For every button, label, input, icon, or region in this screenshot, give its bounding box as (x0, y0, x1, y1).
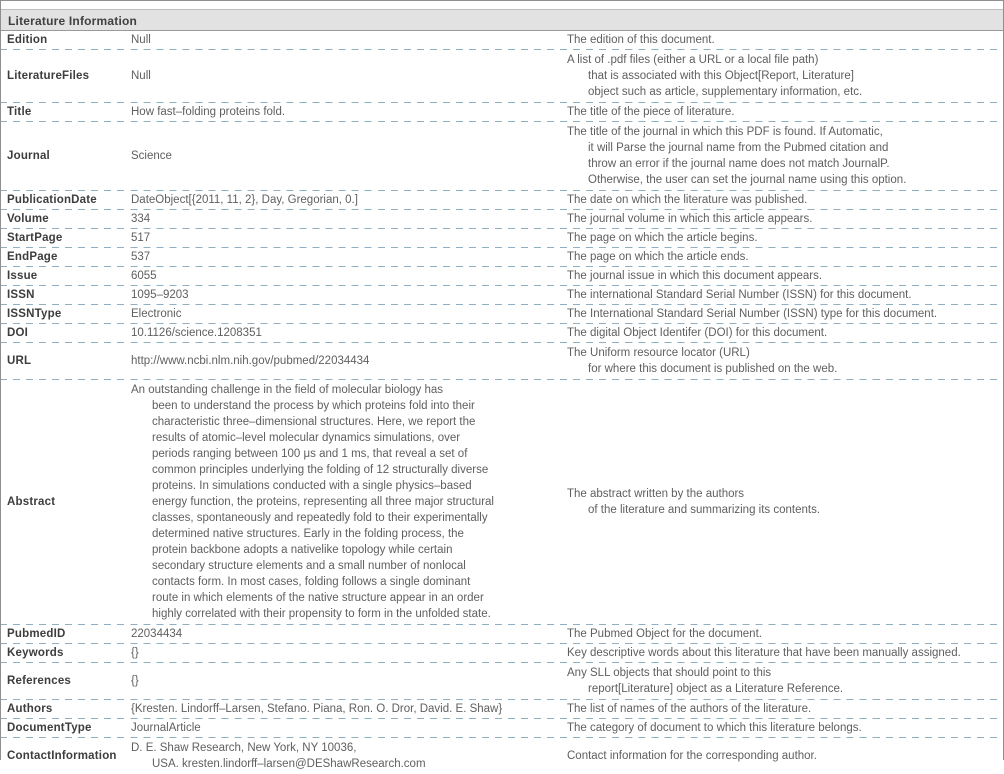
field-name-label: ISSNType (7, 308, 62, 320)
text-line: D. E. Shaw Research, New York, NY 10036, (131, 742, 357, 754)
text-line: that is associated with this Object[Report, Literature] (588, 70, 854, 82)
text-line: 1095–9203 (131, 289, 189, 301)
text-line: The journal volume in which this article appears. (567, 213, 813, 225)
table-row (1, 718, 1003, 737)
table-row (1, 228, 1003, 247)
field-name-label: EndPage (7, 251, 58, 263)
field-description (567, 249, 1003, 265)
field-value (131, 148, 567, 164)
table-row (1, 624, 1003, 643)
text-line: energy function, the proteins, representing all three major structural (152, 496, 494, 508)
table-row (1, 209, 1003, 228)
text-line: The page on which the article ends. (567, 251, 749, 263)
field-description (567, 325, 1003, 341)
text-line: 22034434 (131, 628, 183, 640)
text-line: The date on which the literature was published. (567, 194, 808, 206)
table-row (1, 304, 1003, 323)
field-name-label: Edition (7, 34, 48, 46)
text-line: Key descriptive words about this literature that have been manually assigned. (567, 647, 961, 659)
field-name-label: DocumentType (7, 722, 92, 734)
field-value (131, 249, 567, 265)
field-name-label: ISSN (7, 289, 35, 301)
table-row (1, 643, 1003, 662)
field-name-label: DOI (7, 327, 29, 339)
text-line: The abstract written by the authors (567, 488, 745, 500)
field-description (567, 32, 1003, 48)
field-description (567, 211, 1003, 227)
text-line: secondary structure elements and a small number of nonlocal (152, 560, 466, 572)
text-line: results of atomic–level molecular dynamics simulations, over (152, 432, 461, 444)
field-description (567, 345, 1003, 377)
text-line: Null (131, 34, 151, 46)
field-description (567, 104, 1003, 120)
field-description (567, 268, 1003, 284)
field-description (567, 701, 1003, 717)
literature-table (1, 31, 1003, 774)
field-value (131, 211, 567, 227)
text-line: protein backbone adopts a nativelike topology while certain (152, 544, 453, 556)
text-line: The title of the piece of literature. (567, 106, 735, 118)
text-line: {Kresten. Lindorff–Larsen, Stefano. Piana, Ron. O. Dror, David. E. Shaw} (131, 703, 503, 715)
text-line: 10.1126/science.1208351 (131, 327, 262, 339)
text-line: 6055 (131, 270, 157, 282)
table-row (1, 49, 1003, 102)
field-description (567, 306, 1003, 322)
panel-header (1, 9, 1003, 31)
field-name-label: Keywords (7, 647, 64, 659)
text-line: The journal issue in which this document appears. (567, 270, 823, 282)
field-value (131, 701, 567, 717)
text-line: 334 (131, 213, 151, 225)
text-line: The list of names of the authors of the literature. (567, 703, 812, 715)
table-row (1, 190, 1003, 209)
text-line: Contact information for the corresponding author. (567, 750, 817, 762)
text-line: The international Standard Serial Number (ISSN) for this document. (567, 289, 912, 301)
table-row (1, 247, 1003, 266)
field-description (567, 287, 1003, 303)
text-line: The International Standard Serial Number (ISSN) type for this document. (567, 308, 938, 320)
text-line: highly correlated with their propensity to form in the unfolded state. (152, 608, 491, 620)
text-line: The title of the journal in which this PDF is found. If Automatic, (567, 126, 883, 138)
text-line: The Pubmed Object for the document. (567, 628, 762, 640)
field-name-label: LiteratureFiles (7, 70, 90, 82)
text-line: An outstanding challenge in the field of molecular biology has (131, 384, 443, 396)
text-line: Null (131, 70, 151, 82)
text-line: of the literature and summarizing its contents. (588, 504, 821, 516)
text-line: USA. kresten.lindorff–larsen@DEShawResearch.com (152, 758, 426, 770)
field-description (567, 192, 1003, 208)
text-line: A list of .pdf files (either a URL or a local file path) (567, 54, 819, 66)
field-value (131, 740, 567, 772)
field-value (131, 287, 567, 303)
text-line: 537 (131, 251, 151, 263)
field-description (567, 665, 1003, 697)
text-line: been to understand the process by which proteins fold into their (152, 400, 475, 412)
text-line: contacts form. In most cases, folding follows a single dominant (152, 576, 471, 588)
table-row (1, 31, 1003, 49)
field-name-label: Issue (7, 270, 38, 282)
table-row (1, 699, 1003, 718)
table-row (1, 102, 1003, 121)
text-line: characteristic three–dimensional structures. Here, we report the (152, 416, 476, 428)
text-line: http://www.ncbi.nlm.nih.gov/pubmed/22034434 (131, 355, 370, 367)
field-name-label: Abstract (7, 496, 56, 508)
text-line: Any SLL objects that should point to this (567, 667, 772, 679)
field-name-label: URL (7, 355, 32, 367)
text-line: determined native structures. Early in the folding process, the (152, 528, 464, 540)
field-value (131, 673, 567, 689)
text-line: Science (131, 150, 172, 162)
text-line: for where this document is published on the web. (588, 363, 838, 375)
text-line: The edition of this document. (567, 34, 715, 46)
table-row (1, 379, 1003, 624)
field-description (567, 645, 1003, 661)
text-line: {} (131, 647, 139, 659)
field-value (131, 104, 567, 120)
field-value (131, 325, 567, 341)
table-row (1, 342, 1003, 379)
text-line: {} (131, 675, 139, 687)
text-line: The category of document to which this literature belongs. (567, 722, 862, 734)
field-description (567, 748, 1003, 764)
field-value (131, 353, 567, 369)
field-description (567, 52, 1003, 100)
field-value (131, 306, 567, 322)
text-line: How fast–folding proteins fold. (131, 106, 286, 118)
text-line: The digital Object Identifer (DOI) for this document. (567, 327, 828, 339)
field-name-label: PubmedID (7, 628, 66, 640)
text-line: periods ranging between 100 μs and 1 ms, that reveal a set of (152, 448, 468, 460)
panel-header-title: Literature Information (8, 14, 138, 28)
text-line: route in which elements of the native structure appear in an order (152, 592, 484, 604)
text-line: JournalArticle (131, 722, 201, 734)
text-line: DateObject[{2011, 11, 2}, Day, Gregorian, 0.] (131, 194, 358, 206)
table-row (1, 323, 1003, 342)
field-name-label: Volume (7, 213, 49, 225)
field-name-label: References (7, 675, 72, 687)
field-description (567, 230, 1003, 246)
text-line: report[Literature] object as a Literature Reference. (588, 683, 844, 695)
text-line: 517 (131, 232, 151, 244)
text-line: proteins. In simulations conducted with a single physics–based (152, 480, 472, 492)
text-line: The page on which the article begins. (567, 232, 758, 244)
field-name-label: ContactInformation (7, 750, 117, 762)
field-value (131, 32, 567, 48)
text-line: object such as article, supplementary information, etc. (588, 86, 863, 98)
field-description (567, 124, 1003, 188)
field-value (131, 230, 567, 246)
table-row (1, 285, 1003, 304)
field-value (131, 192, 567, 208)
field-name-label: StartPage (7, 232, 63, 244)
text-line: Electronic (131, 308, 182, 320)
table-row (1, 662, 1003, 699)
field-value (131, 68, 567, 84)
table-row (1, 121, 1003, 190)
field-description (567, 626, 1003, 642)
field-name-label: Journal (7, 150, 50, 162)
field-description (567, 486, 1003, 518)
field-description (567, 720, 1003, 736)
field-value (131, 645, 567, 661)
field-name-label: Authors (7, 703, 53, 715)
table-row (1, 737, 1003, 774)
text-line: classes, spontaneously and repeatedly fold to their experimentally (152, 512, 488, 524)
field-name-label: PublicationDate (7, 194, 97, 206)
text-line: The Uniform resource locator (URL) (567, 347, 750, 359)
field-value (131, 382, 567, 622)
text-line: common principles underlying the folding of 12 structurally diverse (152, 464, 489, 476)
text-line: it will Parse the journal name from the Pubmed citation and (588, 142, 889, 154)
field-name-label: Title (7, 106, 32, 118)
field-value (131, 626, 567, 642)
table-row (1, 266, 1003, 285)
field-value (131, 268, 567, 284)
text-line: throw an error if the journal name does not match JournalP. (588, 158, 890, 170)
text-line: Otherwise, the user can set the journal name using this option. (588, 174, 907, 186)
field-value (131, 720, 567, 736)
